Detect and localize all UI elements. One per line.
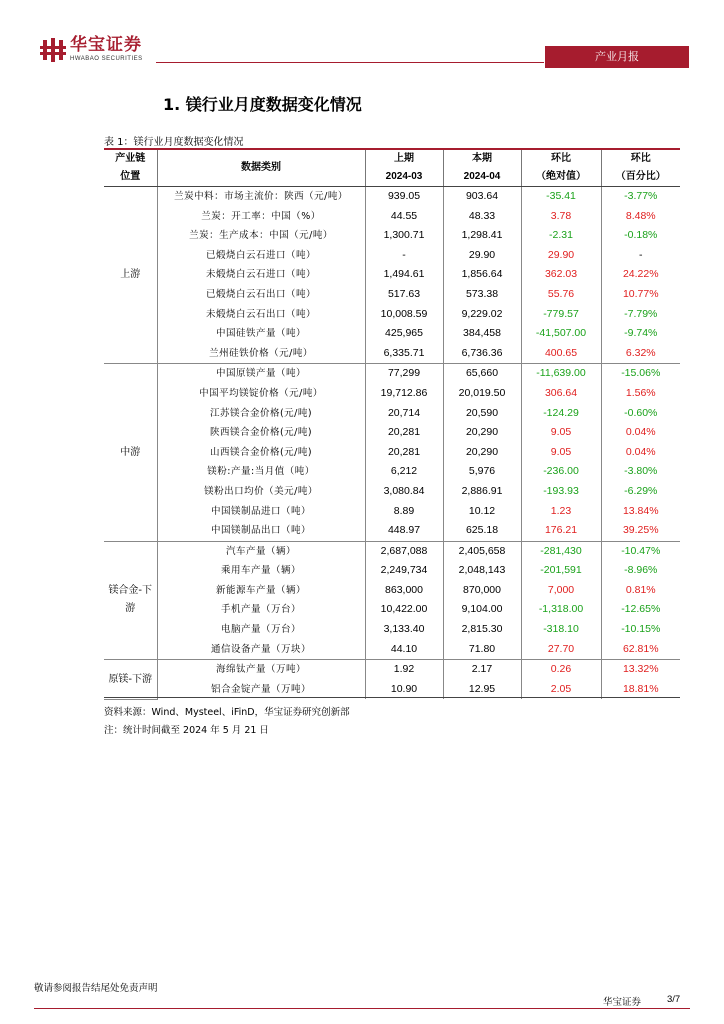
data-category-cell: 通信设备产量（万块） [157,640,365,660]
logo-mark-icon [40,37,66,63]
cur-period-cell: 20,290 [443,423,521,443]
table-row [104,482,680,502]
data-source: 资料来源：Wind、Mysteel、iFinD，华宝证券研究创新部 [104,707,350,718]
header-category: 数据类别 [157,150,365,187]
data-category-cell: 兰州硅铁价格（元/吨） [157,344,365,364]
mom-abs-cell: 306.64 [521,384,601,404]
header-abs-2: （绝对值） [521,168,601,187]
mom-pct-cell: 62.81% [601,640,680,660]
prev-period-cell: 863,000 [365,581,443,601]
data-category-cell: 中国平均镁锭价格（元/吨） [157,384,365,404]
company-logo [40,36,143,63]
table-row [104,187,680,207]
mom-pct-cell: -10.15% [621,623,661,636]
mom-abs-cell: 1.23 [521,502,601,522]
data-category-cell: 铝合金锭产量（万吨） [157,680,365,700]
data-category-cell: 江苏镁合金价格(元/吨) [157,404,365,424]
footer-disclaimer: 敬请参阅报告结尾处免责声明 [34,983,158,994]
data-category-cell: 中国镁制品进口（吨） [157,502,365,522]
prev-period-cell: 8.89 [365,502,443,522]
table-row [104,502,680,522]
prev-period-cell: 10,008.59 [365,305,443,325]
prev-period-cell: 20,714 [365,404,443,424]
data-category-cell: 汽车产量（辆） [157,541,365,561]
table-row [104,207,680,227]
mom-pct-cell: -9.74% [624,327,658,340]
header-prev-2: 2024-03 [365,168,443,187]
cur-period-cell: 29.90 [443,246,521,266]
data-category-cell: 镁粉出口均价（美元/吨） [157,482,365,502]
header-cur-2: 2024-04 [443,168,521,187]
group-label: 原镁-下游 [104,660,157,700]
cur-period-cell: 6,736.36 [443,344,521,364]
mom-pct-cell: -3.80% [624,465,658,478]
cur-period-cell: 20,290 [443,443,521,463]
prev-period-cell: 10,422.00 [365,600,443,620]
data-category-cell: 乘用车产量（辆） [157,561,365,581]
logo-text-en: HWABAO SECURITIES [70,56,143,62]
data-category-cell: 中国原镁产量（吨） [157,364,365,384]
mom-abs-cell: 7,000 [521,581,601,601]
mom-pct-cell: 0.81% [625,583,656,596]
cur-period-cell: 1,856.64 [443,265,521,285]
mom-abs-cell: -11,639.00 [521,364,601,384]
header-abs-1: 环比 [521,150,601,168]
cur-period-cell: 625.18 [443,521,521,541]
magnesium-data-table [104,150,680,700]
mom-pct-cell: - [639,248,643,261]
table-row [104,620,680,640]
table-row [104,324,680,344]
cur-period-cell: 10.12 [443,502,521,522]
prev-period-cell: 20,281 [365,423,443,443]
prev-period-cell: 44.10 [365,640,443,660]
mom-pct-cell: -12.65% [621,603,661,616]
mom-pct-cell: -7.79% [624,307,658,320]
prev-period-cell: 448.97 [365,521,443,541]
data-category-cell: 手机产量（万台） [157,600,365,620]
table-bottom-rule [104,697,680,698]
data-category-cell: 海绵钛产量（万吨） [157,660,365,680]
mom-pct-cell: -15.06% [621,367,661,380]
mom-pct-cell: -0.60% [624,406,658,419]
mom-abs-cell: 9.05 [521,423,601,443]
mom-pct-cell: 1.56% [625,386,656,399]
footer-company: 华宝证券 [603,997,642,1008]
table-row [104,364,680,384]
cur-period-cell: 2,886.91 [443,482,521,502]
header-pct-1: 环比 [630,153,651,164]
header-prev-1: 上期 [365,150,443,168]
data-category-cell: 已煅烧白云石出口（吨） [157,285,365,305]
mom-pct-cell: 18.81% [622,682,659,695]
table-row [104,285,680,305]
table-row [104,226,680,246]
mom-pct-cell: 39.25% [601,521,680,541]
mom-abs-cell: -41,507.00 [521,324,601,344]
mom-pct-cell: 0.04% [625,426,656,439]
mom-pct-cell: 10.77% [622,287,659,300]
cur-period-cell: 903.64 [443,187,521,207]
mom-abs-cell: -1,318.00 [521,600,601,620]
mom-abs-cell: -2.31 [521,226,601,246]
prev-period-cell: - [365,246,443,266]
mom-pct-cell: 0.04% [625,445,656,458]
table-row [104,305,680,325]
cur-period-cell: 2,815.30 [443,620,521,640]
prev-period-cell: 517.63 [365,285,443,305]
mom-abs-cell: 3.78 [521,207,601,227]
table-row [104,423,680,443]
table-row [104,462,680,482]
mom-pct-cell: -6.29% [624,484,658,497]
cur-period-cell: 65,660 [443,364,521,384]
mom-pct-cell: 6.32% [601,344,680,364]
mom-abs-cell: -201,591 [521,561,601,581]
mom-abs-cell: -281,430 [521,541,601,561]
data-category-cell: 未煅烧白云石进口（吨） [157,265,365,285]
cur-period-cell: 870,000 [443,581,521,601]
header-cur-1: 本期 [443,150,521,168]
prev-period-cell: 1,300.71 [365,226,443,246]
table-row [104,581,680,601]
group-label: 镁合金-下游 [104,541,157,660]
data-category-cell: 陕西镁合金价格(元/吨) [157,423,365,443]
prev-period-cell: 2,249,734 [365,561,443,581]
mom-pct-cell: -3.77% [624,190,658,202]
mom-abs-cell: 362.03 [521,265,601,285]
footer-divider [34,1008,690,1009]
logo-text-cn: 华宝证券 [70,35,142,55]
header-divider [156,62,544,63]
cur-period-cell: 2,405,658 [443,541,521,561]
page-number: 3/7 [667,994,681,1005]
header-pct-2: （百分比） [601,168,680,187]
cur-period-cell: 1,298.41 [443,226,521,246]
cur-period-cell: 9,229.02 [443,305,521,325]
group-label: 中游 [104,364,157,541]
mom-abs-cell: -318.10 [521,620,601,640]
cur-period-cell: 2.17 [443,660,521,680]
table-row [104,561,680,581]
table-row [104,344,680,364]
mom-abs-cell: -193.93 [521,482,601,502]
mom-pct-cell: -0.18% [624,229,658,242]
cur-period-cell: 384,458 [443,324,521,344]
cur-period-cell: 9,104.00 [443,600,521,620]
prev-period-cell: 1,494.61 [365,265,443,285]
cur-period-cell: 573.38 [443,285,521,305]
cur-period-cell: 71.80 [443,640,521,660]
cur-period-cell: 20,590 [443,404,521,424]
group-label: 上游 [104,187,157,364]
mom-pct-cell: 13.84% [622,504,659,517]
prev-period-cell: 6,335.71 [365,344,443,364]
prev-period-cell: 10.90 [365,680,443,700]
data-category-cell: 兰炭：开工率：中国（%） [157,207,365,227]
prev-period-cell: 20,281 [365,443,443,463]
prev-period-cell: 6,212 [365,462,443,482]
table-row [104,246,680,266]
mom-pct-cell: 24.22% [622,268,659,281]
data-category-cell: 未煅烧白云石出口（吨） [157,305,365,325]
mom-abs-cell: -236.00 [521,462,601,482]
data-category-cell: 电脑产量（万台） [157,620,365,640]
header-position-2: 位置 [104,168,157,187]
mom-abs-cell: 29.90 [521,246,601,266]
data-category-cell: 镁粉:产量:当月值（吨） [157,462,365,482]
cur-period-cell: 48.33 [443,207,521,227]
cur-period-cell: 12.95 [443,680,521,700]
mom-abs-cell: 9.05 [521,443,601,463]
prev-period-cell: 939.05 [365,187,443,207]
data-category-cell: 新能源车产量（辆） [157,581,365,601]
header-position-1: 产业链 [104,150,157,168]
table-row [104,600,680,620]
mom-pct-cell: 8.48% [625,209,656,222]
mom-abs-cell: 400.65 [521,344,601,364]
data-category-cell: 山西镁合金价格(元/吨) [157,443,365,463]
cur-period-cell: 2,048,143 [443,561,521,581]
mom-pct-cell: -10.47% [621,544,661,557]
prev-period-cell: 425,965 [365,324,443,344]
mom-abs-cell: 2.05 [521,680,601,700]
data-category-cell: 已煅烧白云石进口（吨） [157,246,365,266]
mom-abs-cell: 176.21 [521,521,601,541]
report-type-badge: 产业月报 [545,46,689,68]
table-row [104,521,680,541]
table-row [104,541,680,561]
mom-abs-cell: 0.26 [521,660,601,680]
prev-period-cell: 3,080.84 [365,482,443,502]
section-title: 1. 镁行业月度数据变化情况 [163,95,362,114]
table-row [104,640,680,660]
table-row [104,660,680,680]
prev-period-cell: 44.55 [365,207,443,227]
cur-period-cell: 5,976 [443,462,521,482]
data-category-cell: 中国镁制品出口（吨） [157,521,365,541]
cur-period-cell: 20,019.50 [443,384,521,404]
table-row [104,443,680,463]
mom-abs-cell: 27.70 [521,640,601,660]
table-row [104,265,680,285]
prev-period-cell: 2,687,088 [365,541,443,561]
prev-period-cell: 3,133.40 [365,620,443,640]
mom-abs-cell: -35.41 [521,187,601,207]
data-category-cell: 兰炭：生产成本：中国（元/吨） [157,226,365,246]
table-caption: 表 1：镁行业月度数据变化情况 [104,137,244,148]
data-category-cell: 兰炭中料：市场主流价：陕西（元/吨） [157,187,365,207]
mom-pct-cell: -8.96% [624,564,658,577]
mom-abs-cell: -779.57 [521,305,601,325]
mom-abs-cell: 55.76 [521,285,601,305]
prev-period-cell: 19,712.86 [365,384,443,404]
data-category-cell: 中国硅铁产量（吨） [157,324,365,344]
mom-pct-cell: 13.32% [622,663,659,676]
table-body [104,187,680,700]
table-row [104,404,680,424]
prev-period-cell: 1.92 [365,660,443,680]
table-note: 注：统计时间截至 2024 年 5 月 21 日 [104,725,269,736]
mom-abs-cell: -124.29 [521,404,601,424]
table-row [104,384,680,404]
prev-period-cell: 77,299 [365,364,443,384]
